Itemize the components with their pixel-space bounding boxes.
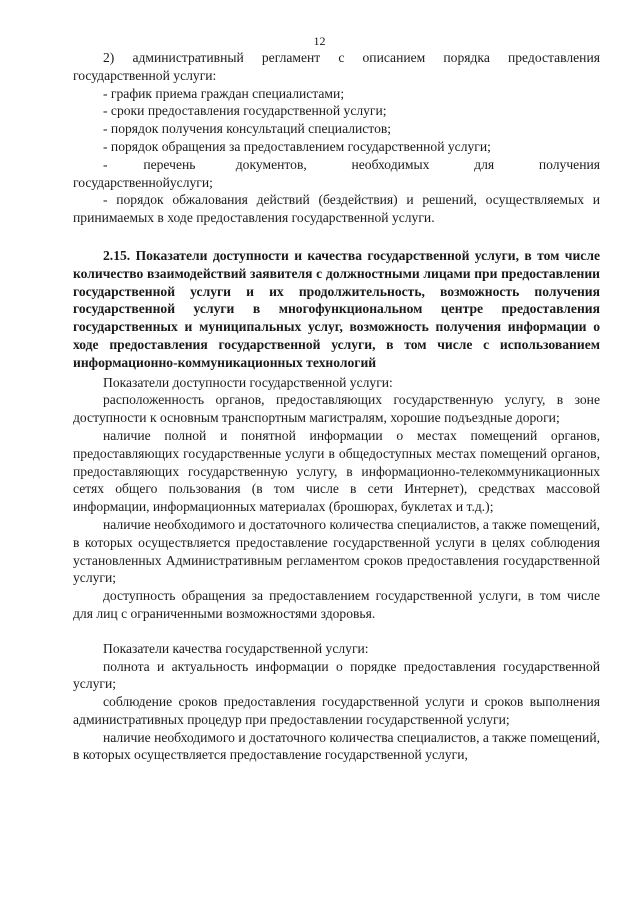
accessibility-title: Показатели доступности государственной услуги:	[103, 374, 393, 390]
list-item: - график приема граждан специалистами;	[103, 85, 345, 101]
list-item: полнота и актуальность информации о порядке предоставления государственной услуги;	[73, 658, 600, 692]
list-item: наличие необходимого и достаточного количества специалистов, а также помещений, в которых осуществляется предоставление государственной услуги в целях соблюдения установленных Административным регламентом сроков предоставления государственной услуги;	[73, 516, 600, 586]
list-item: - сроки предоставления государственной услуги;	[103, 103, 387, 119]
quality-title: Показатели качества государственной услуги:	[103, 640, 369, 656]
list-item: расположенность органов, предоставляющих государственную услугу, в зоне доступности к основным транспортным магистралям, хорошие подъездные дороги;	[73, 392, 600, 426]
reglament-intro: 2) административный регламент с описанием порядка предоставления государственной услуги:	[73, 50, 600, 83]
section-heading: 2.15. Показатели доступности и качества государственной услуги, в том числе количество взаимодействий заявителя с должностными лицами при предоставлении государственной услуги и их продолжительность, возможность получения государственной услуги в многофункциональном центре предоставления государственных и муниципальных услуг, возможность получения информации о ходе предоставления государственной услуги, в том числе с использованием информационно-коммуникационных технологий	[73, 247, 600, 370]
list-item: доступность обращения за предоставлением государственной услуги, в том числе для лиц с ограниченными возможностями здоровья.	[73, 588, 600, 621]
list-item: - порядок обращения за предоставлением государственной услуги;	[103, 138, 491, 154]
page-content	[73, 49, 604, 764]
list-item: соблюдение сроков предоставления государственной услуги и сроков выполнения административных процедур при предоставлении государственной услуги;	[73, 694, 600, 727]
page-number: 12	[313, 34, 326, 48]
list-item: - порядок получения консультаций специалистов;	[103, 121, 392, 137]
list-item: наличие необходимого и достаточного количества специалистов, а также помещений, в которых осуществляется предоставление государственной услуги,	[73, 729, 600, 763]
list-item: - перечень документов, необходимых для получения государственнойуслуги;	[73, 156, 604, 190]
list-item: - порядок обжалования действий (бездействия) и решений, осуществляемых и принимаемых в ходе предоставления государственной услуги.	[73, 192, 600, 226]
list-item: наличие полной и понятной информации о местах помещений органов, предоставляющих государственные услуги в общедоступных местах помещений органов, предоставляющих государственную услугу, в информационно-телекоммуникационных сетях общего пользования (в том числе в сети Интернет), средствах массовой информации, информационных материалах (брошюрах, буклетах и т.д.);	[73, 427, 600, 515]
